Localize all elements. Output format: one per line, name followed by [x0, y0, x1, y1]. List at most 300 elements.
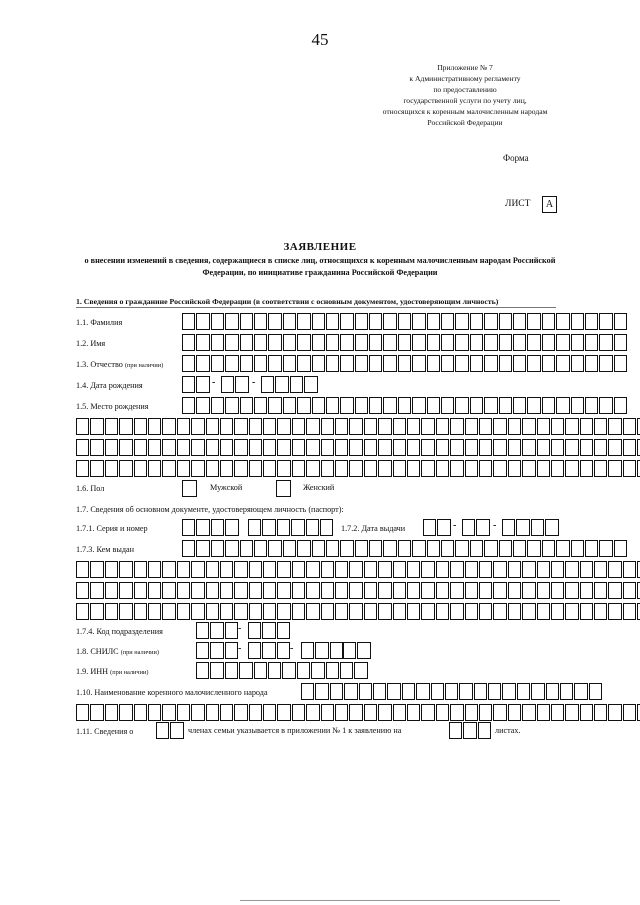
input-cell[interactable]	[599, 355, 612, 372]
input-cell[interactable]	[537, 582, 550, 599]
input-cell[interactable]	[493, 418, 506, 435]
input-cell[interactable]	[599, 334, 612, 351]
input-cell[interactable]	[191, 603, 204, 620]
input-cell[interactable]	[357, 642, 370, 659]
input-cell[interactable]	[263, 439, 276, 456]
input-cell[interactable]	[119, 582, 132, 599]
input-cell[interactable]	[249, 418, 262, 435]
input-cell[interactable]	[220, 582, 233, 599]
input-cell[interactable]	[312, 334, 325, 351]
input-cell[interactable]	[355, 355, 368, 372]
input-cell[interactable]	[211, 397, 224, 414]
input-cell[interactable]	[537, 561, 550, 578]
input-cell[interactable]	[589, 683, 602, 700]
input-cell[interactable]	[441, 540, 454, 557]
input-cell[interactable]	[119, 439, 132, 456]
input-cell[interactable]	[565, 582, 578, 599]
input-cell[interactable]	[321, 460, 334, 477]
input-cell[interactable]	[580, 439, 593, 456]
input-cell[interactable]	[277, 582, 290, 599]
input-cell[interactable]	[398, 355, 411, 372]
input-cell[interactable]	[196, 662, 209, 679]
issue-year-input[interactable]	[502, 519, 560, 536]
input-cell[interactable]	[580, 418, 593, 435]
input-cell[interactable]	[493, 439, 506, 456]
input-cell[interactable]	[326, 334, 339, 351]
input-cell[interactable]	[196, 334, 209, 351]
input-cell[interactable]	[177, 704, 190, 721]
input-cell[interactable]	[321, 704, 334, 721]
input-cell[interactable]	[291, 519, 304, 536]
input-cell[interactable]	[211, 313, 224, 330]
issued-by-input[interactable]	[182, 540, 628, 557]
input-cell[interactable]	[465, 439, 478, 456]
input-cell[interactable]	[398, 540, 411, 557]
input-cell[interactable]	[556, 313, 569, 330]
input-cell[interactable]	[196, 642, 209, 659]
input-cell[interactable]	[306, 519, 319, 536]
input-cell[interactable]	[369, 355, 382, 372]
input-cell[interactable]	[513, 540, 526, 557]
input-cell[interactable]	[412, 397, 425, 414]
input-cell[interactable]	[119, 561, 132, 578]
input-cell[interactable]	[493, 704, 506, 721]
input-cell[interactable]	[301, 683, 314, 700]
input-cell[interactable]	[119, 460, 132, 477]
input-cell[interactable]	[542, 313, 555, 330]
input-cell[interactable]	[407, 603, 420, 620]
passport-number-input[interactable]	[248, 519, 334, 536]
input-cell[interactable]	[306, 460, 319, 477]
input-cell[interactable]	[196, 376, 209, 393]
input-cell[interactable]	[282, 662, 295, 679]
input-cell[interactable]	[105, 582, 118, 599]
input-cell[interactable]	[340, 334, 353, 351]
input-cell[interactable]	[378, 603, 391, 620]
input-cell[interactable]	[312, 540, 325, 557]
input-cell[interactable]	[220, 439, 233, 456]
input-cell[interactable]	[354, 662, 367, 679]
input-cell[interactable]	[484, 397, 497, 414]
birth-month-input[interactable]	[221, 376, 250, 393]
input-cell[interactable]	[326, 662, 339, 679]
input-cell[interactable]	[196, 355, 209, 372]
input-cell[interactable]	[340, 355, 353, 372]
input-cell[interactable]	[383, 397, 396, 414]
input-cell[interactable]	[297, 334, 310, 351]
input-cell[interactable]	[449, 722, 462, 739]
input-cell[interactable]	[249, 460, 262, 477]
input-cell[interactable]	[210, 622, 223, 639]
input-cell[interactable]	[393, 561, 406, 578]
input-cell[interactable]	[249, 704, 262, 721]
input-cell[interactable]	[393, 603, 406, 620]
input-cell[interactable]	[211, 334, 224, 351]
input-cell[interactable]	[369, 313, 382, 330]
input-cell[interactable]	[364, 460, 377, 477]
input-cell[interactable]	[407, 704, 420, 721]
input-cell[interactable]	[134, 460, 147, 477]
input-cell[interactable]	[177, 561, 190, 578]
input-cell[interactable]	[225, 540, 238, 557]
input-cell[interactable]	[556, 540, 569, 557]
input-cell[interactable]	[182, 540, 195, 557]
input-cell[interactable]	[182, 355, 195, 372]
input-cell[interactable]	[542, 355, 555, 372]
input-cell[interactable]	[148, 704, 161, 721]
name-input[interactable]	[182, 334, 628, 351]
input-cell[interactable]	[292, 704, 305, 721]
input-cell[interactable]	[542, 540, 555, 557]
input-cell[interactable]	[488, 683, 501, 700]
input-cell[interactable]	[359, 683, 372, 700]
input-cell[interactable]	[277, 622, 290, 639]
input-cell[interactable]	[465, 704, 478, 721]
input-cell[interactable]	[335, 460, 348, 477]
input-cell[interactable]	[623, 561, 636, 578]
input-cell[interactable]	[268, 313, 281, 330]
sheets-count-input[interactable]	[449, 722, 492, 739]
input-cell[interactable]	[369, 397, 382, 414]
snils-part2-input[interactable]	[248, 642, 294, 659]
input-cell[interactable]	[340, 313, 353, 330]
input-cell[interactable]	[268, 540, 281, 557]
input-cell[interactable]	[436, 603, 449, 620]
input-cell[interactable]	[211, 519, 224, 536]
input-cell[interactable]	[225, 662, 238, 679]
input-cell[interactable]	[262, 622, 275, 639]
input-cell[interactable]	[373, 683, 386, 700]
input-cell[interactable]	[608, 603, 621, 620]
input-cell[interactable]	[614, 334, 627, 351]
input-cell[interactable]	[268, 334, 281, 351]
input-cell[interactable]	[431, 683, 444, 700]
input-cell[interactable]	[240, 355, 253, 372]
input-cell[interactable]	[508, 603, 521, 620]
input-cell[interactable]	[594, 439, 607, 456]
input-cell[interactable]	[196, 313, 209, 330]
input-cell[interactable]	[234, 704, 247, 721]
input-cell[interactable]	[462, 519, 475, 536]
input-cell[interactable]	[134, 704, 147, 721]
input-cell[interactable]	[608, 704, 621, 721]
dept-code-part2-input[interactable]	[248, 622, 291, 639]
input-cell[interactable]	[383, 540, 396, 557]
input-cell[interactable]	[522, 418, 535, 435]
input-cell[interactable]	[105, 418, 118, 435]
input-cell[interactable]	[407, 418, 420, 435]
input-cell[interactable]	[254, 313, 267, 330]
input-cell[interactable]	[134, 603, 147, 620]
input-cell[interactable]	[499, 355, 512, 372]
male-checkbox[interactable]	[182, 480, 197, 497]
input-cell[interactable]	[470, 540, 483, 557]
input-cell[interactable]	[297, 313, 310, 330]
input-cell[interactable]	[445, 683, 458, 700]
input-cell[interactable]	[177, 582, 190, 599]
input-cell[interactable]	[423, 519, 436, 536]
input-cell[interactable]	[421, 561, 434, 578]
input-cell[interactable]	[484, 355, 497, 372]
input-cell[interactable]	[407, 460, 420, 477]
input-cell[interactable]	[90, 582, 103, 599]
input-cell[interactable]	[355, 540, 368, 557]
input-cell[interactable]	[263, 418, 276, 435]
input-cell[interactable]	[623, 460, 636, 477]
input-cell[interactable]	[326, 397, 339, 414]
input-cell[interactable]	[421, 418, 434, 435]
input-cell[interactable]	[254, 540, 267, 557]
input-cell[interactable]	[321, 561, 334, 578]
input-cell[interactable]	[148, 603, 161, 620]
input-cell[interactable]	[450, 603, 463, 620]
input-cell[interactable]	[311, 662, 324, 679]
input-cell[interactable]	[225, 334, 238, 351]
surname-input[interactable]	[182, 313, 628, 330]
input-cell[interactable]	[283, 540, 296, 557]
input-cell[interactable]	[465, 418, 478, 435]
input-cell[interactable]	[283, 334, 296, 351]
input-cell[interactable]	[148, 418, 161, 435]
input-cell[interactable]	[522, 439, 535, 456]
input-cell[interactable]	[283, 397, 296, 414]
input-cell[interactable]	[277, 418, 290, 435]
input-cell[interactable]	[565, 439, 578, 456]
input-cell[interactable]	[378, 439, 391, 456]
input-cell[interactable]	[263, 603, 276, 620]
input-cell[interactable]	[248, 519, 261, 536]
input-cell[interactable]	[580, 603, 593, 620]
input-cell[interactable]	[297, 662, 310, 679]
input-cell[interactable]	[249, 561, 262, 578]
sheet-box[interactable]: А	[542, 196, 557, 213]
input-cell[interactable]	[479, 704, 492, 721]
input-cell[interactable]	[343, 642, 356, 659]
input-cell[interactable]	[614, 397, 627, 414]
input-cell[interactable]	[594, 603, 607, 620]
input-cell[interactable]	[427, 397, 440, 414]
input-cell[interactable]	[527, 313, 540, 330]
input-cell[interactable]	[436, 460, 449, 477]
input-cell[interactable]	[479, 418, 492, 435]
input-cell[interactable]	[508, 561, 521, 578]
input-cell[interactable]	[344, 683, 357, 700]
input-cell[interactable]	[565, 418, 578, 435]
input-cell[interactable]	[441, 397, 454, 414]
input-cell[interactable]	[571, 397, 584, 414]
input-cell[interactable]	[499, 313, 512, 330]
input-cell[interactable]	[262, 519, 275, 536]
input-cell[interactable]	[522, 603, 535, 620]
input-cell[interactable]	[450, 460, 463, 477]
input-cell[interactable]	[412, 540, 425, 557]
input-cell[interactable]	[355, 313, 368, 330]
input-cell[interactable]	[249, 439, 262, 456]
input-cell[interactable]	[206, 460, 219, 477]
input-cell[interactable]	[450, 704, 463, 721]
input-cell[interactable]	[292, 439, 305, 456]
input-cell[interactable]	[522, 460, 535, 477]
input-cell[interactable]	[556, 334, 569, 351]
input-cell[interactable]	[292, 561, 305, 578]
input-cell[interactable]	[326, 313, 339, 330]
ethnic-group-input-line[interactable]	[76, 704, 640, 721]
input-cell[interactable]	[206, 439, 219, 456]
input-cell[interactable]	[608, 561, 621, 578]
input-cell[interactable]	[474, 683, 487, 700]
patronymic-input[interactable]	[182, 355, 628, 372]
input-cell[interactable]	[225, 642, 238, 659]
input-cell[interactable]	[297, 540, 310, 557]
input-cell[interactable]	[239, 662, 252, 679]
input-cell[interactable]	[321, 418, 334, 435]
input-cell[interactable]	[513, 397, 526, 414]
input-cell[interactable]	[225, 355, 238, 372]
input-cell[interactable]	[412, 355, 425, 372]
input-cell[interactable]	[76, 439, 89, 456]
input-cell[interactable]	[263, 561, 276, 578]
input-cell[interactable]	[90, 603, 103, 620]
birth-place-input-line[interactable]	[76, 460, 640, 477]
input-cell[interactable]	[571, 334, 584, 351]
input-cell[interactable]	[206, 704, 219, 721]
input-cell[interactable]	[364, 439, 377, 456]
input-cell[interactable]	[277, 439, 290, 456]
input-cell[interactable]	[90, 460, 103, 477]
input-cell[interactable]	[459, 683, 472, 700]
family-members-count-input[interactable]	[156, 722, 185, 739]
input-cell[interactable]	[355, 334, 368, 351]
input-cell[interactable]	[516, 519, 529, 536]
input-cell[interactable]	[551, 561, 564, 578]
input-cell[interactable]	[105, 439, 118, 456]
input-cell[interactable]	[182, 334, 195, 351]
input-cell[interactable]	[297, 355, 310, 372]
input-cell[interactable]	[364, 582, 377, 599]
input-cell[interactable]	[275, 376, 288, 393]
input-cell[interactable]	[254, 355, 267, 372]
input-cell[interactable]	[623, 603, 636, 620]
input-cell[interactable]	[393, 582, 406, 599]
input-cell[interactable]	[119, 704, 132, 721]
input-cell[interactable]	[479, 439, 492, 456]
input-cell[interactable]	[220, 561, 233, 578]
input-cell[interactable]	[248, 642, 261, 659]
ethnic-group-input[interactable]	[301, 683, 603, 700]
input-cell[interactable]	[90, 439, 103, 456]
input-cell[interactable]	[306, 603, 319, 620]
input-cell[interactable]	[580, 704, 593, 721]
inn-input[interactable]	[196, 662, 369, 679]
input-cell[interactable]	[240, 334, 253, 351]
input-cell[interactable]	[105, 561, 118, 578]
input-cell[interactable]	[416, 683, 429, 700]
input-cell[interactable]	[156, 722, 169, 739]
input-cell[interactable]	[306, 439, 319, 456]
input-cell[interactable]	[191, 418, 204, 435]
dept-code-part1-input[interactable]	[196, 622, 242, 639]
input-cell[interactable]	[493, 582, 506, 599]
input-cell[interactable]	[162, 439, 175, 456]
input-cell[interactable]	[421, 603, 434, 620]
input-cell[interactable]	[527, 397, 540, 414]
input-cell[interactable]	[527, 355, 540, 372]
input-cell[interactable]	[436, 704, 449, 721]
input-cell[interactable]	[220, 460, 233, 477]
input-cell[interactable]	[76, 603, 89, 620]
input-cell[interactable]	[277, 704, 290, 721]
issued-by-input-line[interactable]	[76, 561, 640, 578]
input-cell[interactable]	[499, 397, 512, 414]
input-cell[interactable]	[585, 355, 598, 372]
issued-by-input-line[interactable]	[76, 603, 640, 620]
input-cell[interactable]	[76, 582, 89, 599]
input-cell[interactable]	[196, 397, 209, 414]
input-cell[interactable]	[455, 334, 468, 351]
input-cell[interactable]	[478, 722, 491, 739]
input-cell[interactable]	[608, 439, 621, 456]
input-cell[interactable]	[421, 460, 434, 477]
input-cell[interactable]	[585, 540, 598, 557]
input-cell[interactable]	[148, 460, 161, 477]
snils-part3-input[interactable]	[301, 642, 344, 659]
input-cell[interactable]	[349, 561, 362, 578]
input-cell[interactable]	[191, 439, 204, 456]
input-cell[interactable]	[369, 334, 382, 351]
input-cell[interactable]	[407, 439, 420, 456]
input-cell[interactable]	[499, 334, 512, 351]
input-cell[interactable]	[225, 519, 238, 536]
input-cell[interactable]	[436, 418, 449, 435]
input-cell[interactable]	[162, 582, 175, 599]
input-cell[interactable]	[608, 460, 621, 477]
input-cell[interactable]	[493, 561, 506, 578]
input-cell[interactable]	[301, 642, 314, 659]
input-cell[interactable]	[614, 355, 627, 372]
input-cell[interactable]	[436, 439, 449, 456]
input-cell[interactable]	[349, 603, 362, 620]
input-cell[interactable]	[225, 622, 238, 639]
input-cell[interactable]	[421, 704, 434, 721]
input-cell[interactable]	[551, 704, 564, 721]
input-cell[interactable]	[234, 603, 247, 620]
input-cell[interactable]	[349, 460, 362, 477]
input-cell[interactable]	[105, 603, 118, 620]
input-cell[interactable]	[463, 722, 476, 739]
input-cell[interactable]	[312, 355, 325, 372]
input-cell[interactable]	[465, 460, 478, 477]
input-cell[interactable]	[522, 561, 535, 578]
input-cell[interactable]	[196, 540, 209, 557]
input-cell[interactable]	[225, 397, 238, 414]
input-cell[interactable]	[364, 603, 377, 620]
input-cell[interactable]	[383, 313, 396, 330]
input-cell[interactable]	[326, 355, 339, 372]
input-cell[interactable]	[551, 418, 564, 435]
input-cell[interactable]	[196, 519, 209, 536]
input-cell[interactable]	[513, 313, 526, 330]
input-cell[interactable]	[551, 460, 564, 477]
input-cell[interactable]	[277, 603, 290, 620]
input-cell[interactable]	[119, 603, 132, 620]
input-cell[interactable]	[330, 683, 343, 700]
input-cell[interactable]	[240, 397, 253, 414]
input-cell[interactable]	[537, 704, 550, 721]
input-cell[interactable]	[393, 439, 406, 456]
input-cell[interactable]	[177, 603, 190, 620]
input-cell[interactable]	[177, 439, 190, 456]
input-cell[interactable]	[234, 460, 247, 477]
